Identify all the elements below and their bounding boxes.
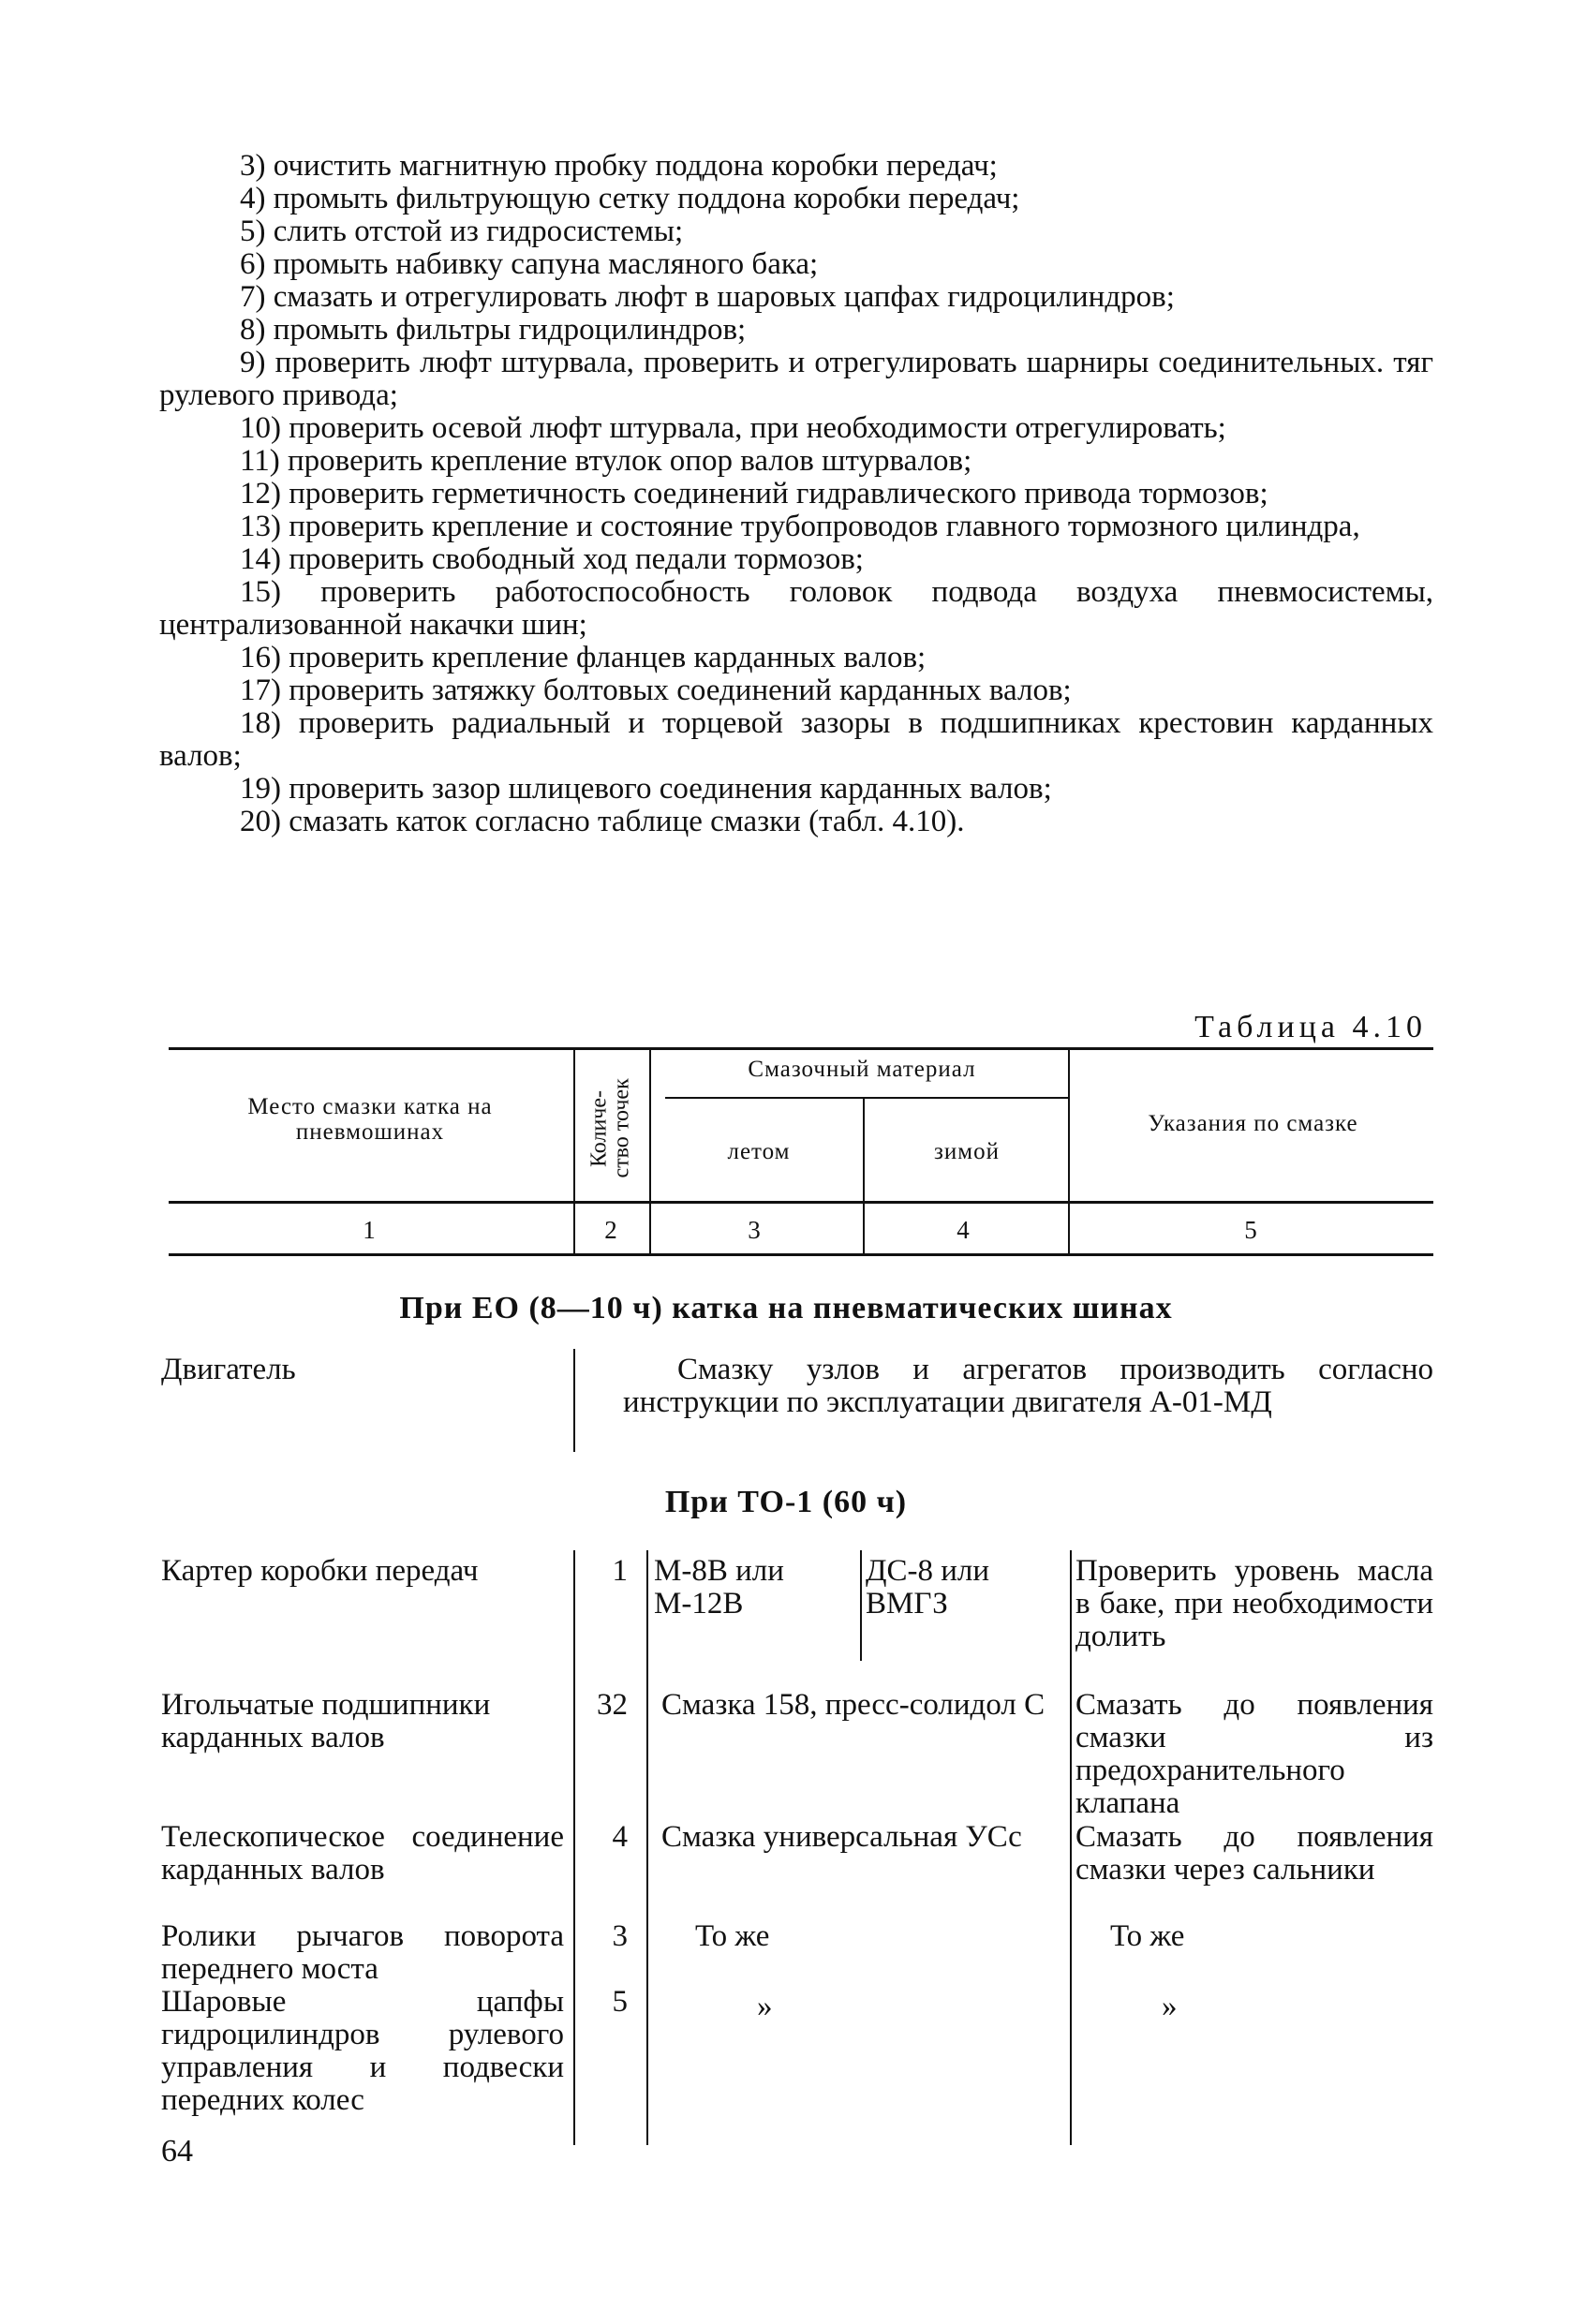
column-number: 1 xyxy=(363,1216,376,1244)
list-item: 10) проверить осевой люфт штурвала, при необходимости отрегулировать; xyxy=(240,411,1226,445)
to1-count: 4 xyxy=(612,1820,628,1854)
to1-note: » xyxy=(1162,1990,1178,2023)
header-count xyxy=(588,1080,635,1178)
to1-count: 1 xyxy=(612,1554,628,1588)
to1-material: То же xyxy=(695,1919,770,1953)
to1-place: Ролики рычагов поворота переднего моста xyxy=(161,1919,564,1986)
section-heading-to1: При ТО-1 (60 ч) xyxy=(664,1485,908,1519)
header-place: Место смазки катка на пневмошинах xyxy=(247,1094,493,1145)
table-col-divider xyxy=(573,1049,575,1253)
header-instructions: Указания по смазке xyxy=(1148,1111,1358,1136)
table-caption: Таблица 4.10 xyxy=(1194,1010,1427,1044)
to1-col-divider xyxy=(860,1550,862,1661)
material-subrule xyxy=(665,1097,1068,1099)
column-number: 5 xyxy=(1244,1216,1257,1244)
header-material: Смазочный материал xyxy=(748,1057,976,1082)
to1-count: 5 xyxy=(612,1985,628,2019)
table-col-divider xyxy=(649,1049,651,1253)
table-col-divider xyxy=(1068,1049,1070,1253)
header-winter: зимой xyxy=(934,1139,1000,1164)
list-item: 6) промыть набивку сапуна масляного бака; xyxy=(240,247,819,281)
list-item: 15) проверить работоспособность головок подвода воздуха пневмосистемы, централизованной накачки шин; xyxy=(159,575,1433,642)
to1-material: Смазка 158, пресс-солидол С xyxy=(661,1688,1046,1722)
table-col-divider xyxy=(863,1099,865,1253)
column-number: 3 xyxy=(748,1216,761,1244)
to1-winter: ДС-8 или ВМГЗ xyxy=(866,1554,990,1621)
to1-summer: М-8В или М-12В xyxy=(654,1554,784,1621)
to1-col-divider xyxy=(646,1550,648,2145)
to1-count: 32 xyxy=(597,1688,628,1722)
to1-note: Смазать до появления смазки через сальники xyxy=(1075,1820,1433,1887)
to1-place: Картер коробки передач xyxy=(161,1554,479,1588)
to1-place: Телескопическое соединение карданных валов xyxy=(161,1820,564,1887)
header-summer: летом xyxy=(727,1139,791,1164)
to1-place: Игольчатые подшипники карданных валов xyxy=(161,1688,491,1754)
list-item: 17) проверить затяжку болтовых соединений карданных валов; xyxy=(240,674,1072,707)
eo-instruction: Смазку узлов и агрегатов производить согласно инструкции по эксплуатации двигателя А-01-МД xyxy=(623,1353,1433,1419)
to1-col-divider xyxy=(1070,1550,1072,2145)
header-count-line1: Количе- xyxy=(586,1089,612,1168)
to1-count: 3 xyxy=(612,1919,628,1953)
list-item: 3) очистить магнитную пробку поддона коробки передач; xyxy=(240,149,998,183)
to1-material: » xyxy=(757,1990,773,2023)
list-item: 11) проверить крепление втулок опор валов штурвалов; xyxy=(240,444,972,478)
section-heading-eo: При ЕО (8—10 ч) катка на пневматических шинах xyxy=(399,1291,1173,1325)
column-number: 2 xyxy=(604,1216,617,1244)
to1-note: Смазать до появления смазки из предохранительного клапана xyxy=(1075,1688,1433,1820)
to1-place: Шаровые цапфы гидроцилиндров рулевого управления и подвески передних колес xyxy=(161,1985,564,2117)
header-bottom-rule xyxy=(169,1201,1433,1204)
list-item: 18) проверить радиальный и торцевой зазоры в подшипниках крестовин карданных валов; xyxy=(159,706,1433,773)
list-item: 14) проверить свободный ход педали тормозов; xyxy=(240,542,864,576)
list-item: 19) проверить зазор шлицевого соединения карданных валов; xyxy=(240,772,1052,806)
list-item: 5) слить отстой из гидросистемы; xyxy=(240,215,684,248)
page-number: 64 xyxy=(161,2134,193,2169)
to1-note: То же xyxy=(1110,1919,1185,1953)
maintenance-list xyxy=(159,150,1433,838)
eo-place: Двигатель xyxy=(161,1353,296,1386)
list-item: 20) смазать каток согласно таблице смазки (табл. 4.10). xyxy=(240,805,965,838)
table-top-rule xyxy=(169,1047,1433,1050)
list-item: 13) проверить крепление и состояние трубопроводов главного тормозного цилиндра, xyxy=(240,510,1360,543)
eo-divider xyxy=(573,1349,575,1452)
list-item: 16) проверить крепление фланцев карданных валов; xyxy=(240,641,927,674)
numbers-bottom-rule xyxy=(169,1253,1433,1256)
header-count-line2: ство точек xyxy=(609,1078,634,1178)
column-number: 4 xyxy=(957,1216,970,1244)
list-item: 12) проверить герметичность соединений гидравлического привода тормозов; xyxy=(240,477,1268,511)
to1-note: Проверить уровень масла в баке, при необходимости долить xyxy=(1075,1554,1433,1653)
list-item: 4) промыть фильтрующую сетку поддона коробки передач; xyxy=(240,182,1020,215)
list-item: 7) смазать и отрегулировать люфт в шаровых цапфах гидроцилиндров; xyxy=(240,280,1175,314)
to1-material: Смазка универсальная УСс xyxy=(661,1820,1022,1854)
list-item: 8) промыть фильтры гидроцилиндров; xyxy=(240,313,747,347)
list-item: 9) проверить люфт штурвала, проверить и отрегулировать шарниры соединительных. тяг рулевого привода; xyxy=(159,346,1433,412)
